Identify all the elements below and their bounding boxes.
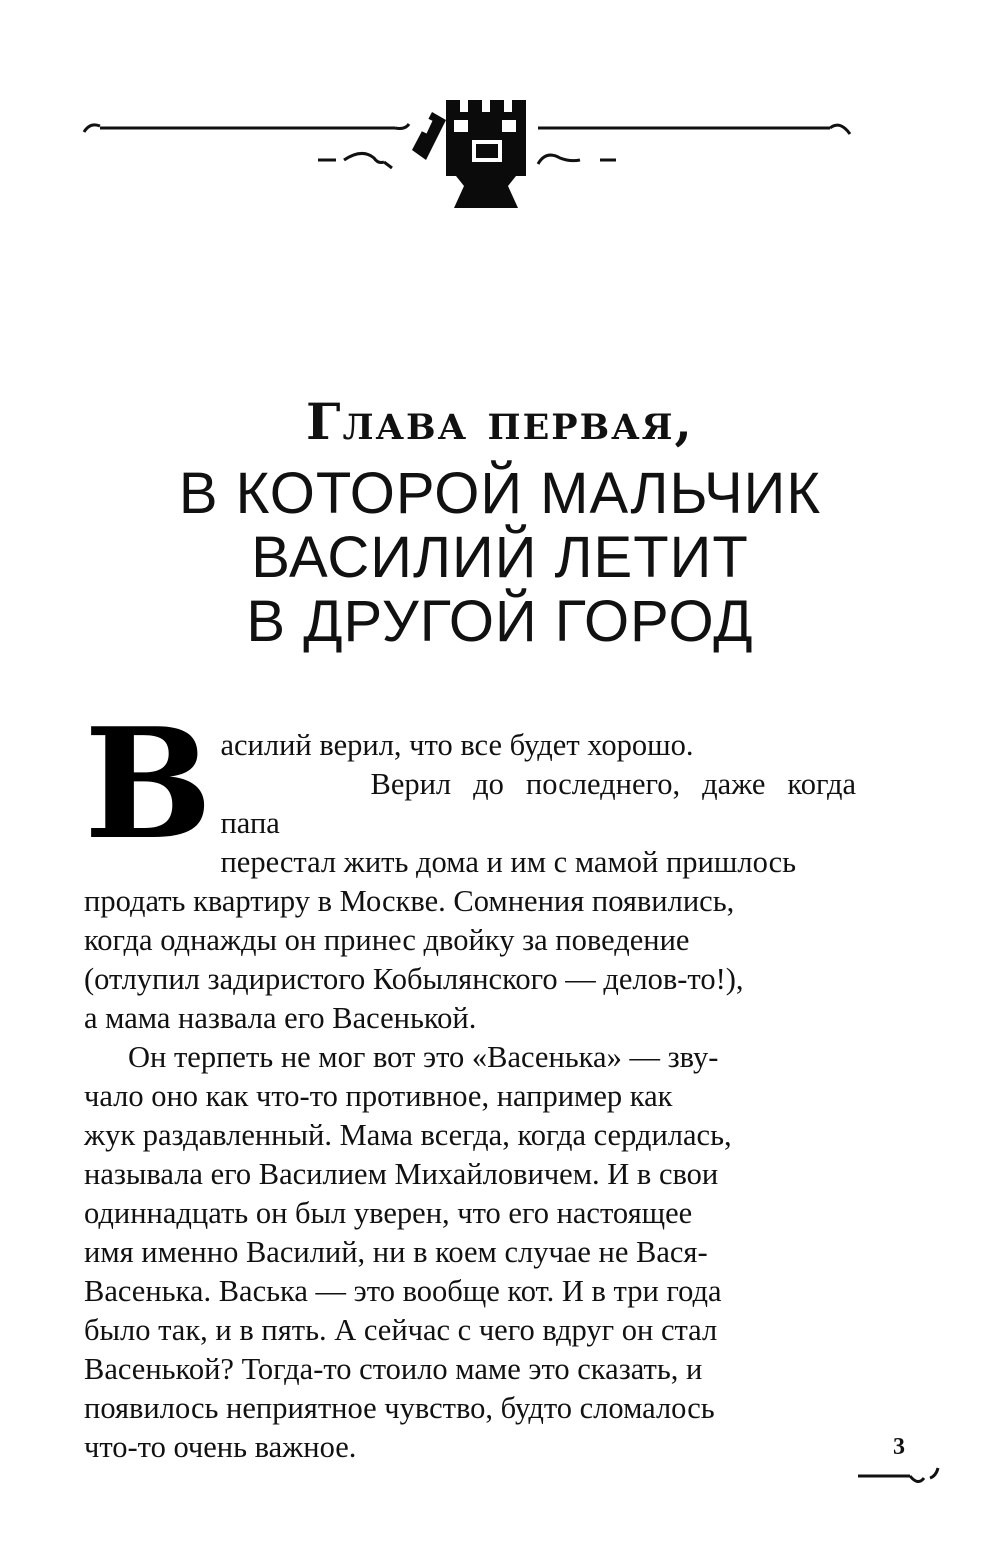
text-line: Он терпеть не мог вот это «Васенька» — зву-	[128, 1040, 719, 1074]
text-line: перестал жить дома и им с мамой пришлось	[220, 845, 797, 879]
text-line: имя именно Василий, ни в коем случае не Вася-	[84, 1235, 708, 1269]
chapter-title-line: В ДРУГОЙ ГОРОД	[246, 589, 754, 654]
text-line: чало оно как что-то противное, например как	[84, 1079, 673, 1113]
text-line: продать квартиру в Москве. Сомнения появились,	[84, 884, 735, 918]
header-ornament	[0, 0, 1000, 230]
text-line: Васенька. Васька — это вообще кот. И в три года	[84, 1274, 722, 1308]
chapter-title-line: ВАСИЛИЙ ЛЕТИТ	[251, 525, 749, 590]
body-text	[84, 694, 856, 1467]
drop-cap: В	[84, 694, 213, 873]
text-line: было так, и в пять. А сейчас с чего вдруг он стал	[84, 1313, 718, 1347]
page-number: 3	[893, 1434, 905, 1460]
text-line: когда однажды он принес двойку за поведение	[84, 923, 690, 957]
text-line: а мама назвала его Васенькой.	[84, 1001, 477, 1035]
text-line: Верил до последнего, даже когда папа	[220, 767, 856, 840]
text-line: асилий верил, что все будет хорошо.	[220, 728, 694, 762]
footer-flourish-icon	[850, 1462, 950, 1492]
text-line: что-то очень важное.	[84, 1430, 357, 1464]
left-flourish-line	[84, 124, 409, 168]
paragraph	[84, 1038, 856, 1467]
right-flourish-line	[538, 125, 850, 164]
text-line: жук раздавленный. Мама всегда, когда сердилась,	[84, 1118, 732, 1152]
paragraph	[84, 882, 856, 1038]
text-line: (отлупил задиристого Кобылянского — делов-то!),	[84, 962, 744, 996]
text-line: называла его Василием Михайловичем. И в свои	[84, 1157, 719, 1191]
chapter-title	[0, 462, 1000, 654]
text-line: одиннадцать он был уверен, что его настоящее	[84, 1196, 693, 1230]
castle-tower-ornament-icon	[412, 100, 526, 208]
paragraph	[84, 694, 856, 882]
chapter-label: Глава первая,	[306, 392, 694, 451]
chapter-title-line: В КОТОРОЙ МАЛЬЧИК	[178, 461, 822, 526]
text-line: появилось неприятное чувство, будто сломалось	[84, 1391, 715, 1425]
text-line: Васенькой? Тогда-то стоило маме это сказать, и	[84, 1352, 703, 1386]
